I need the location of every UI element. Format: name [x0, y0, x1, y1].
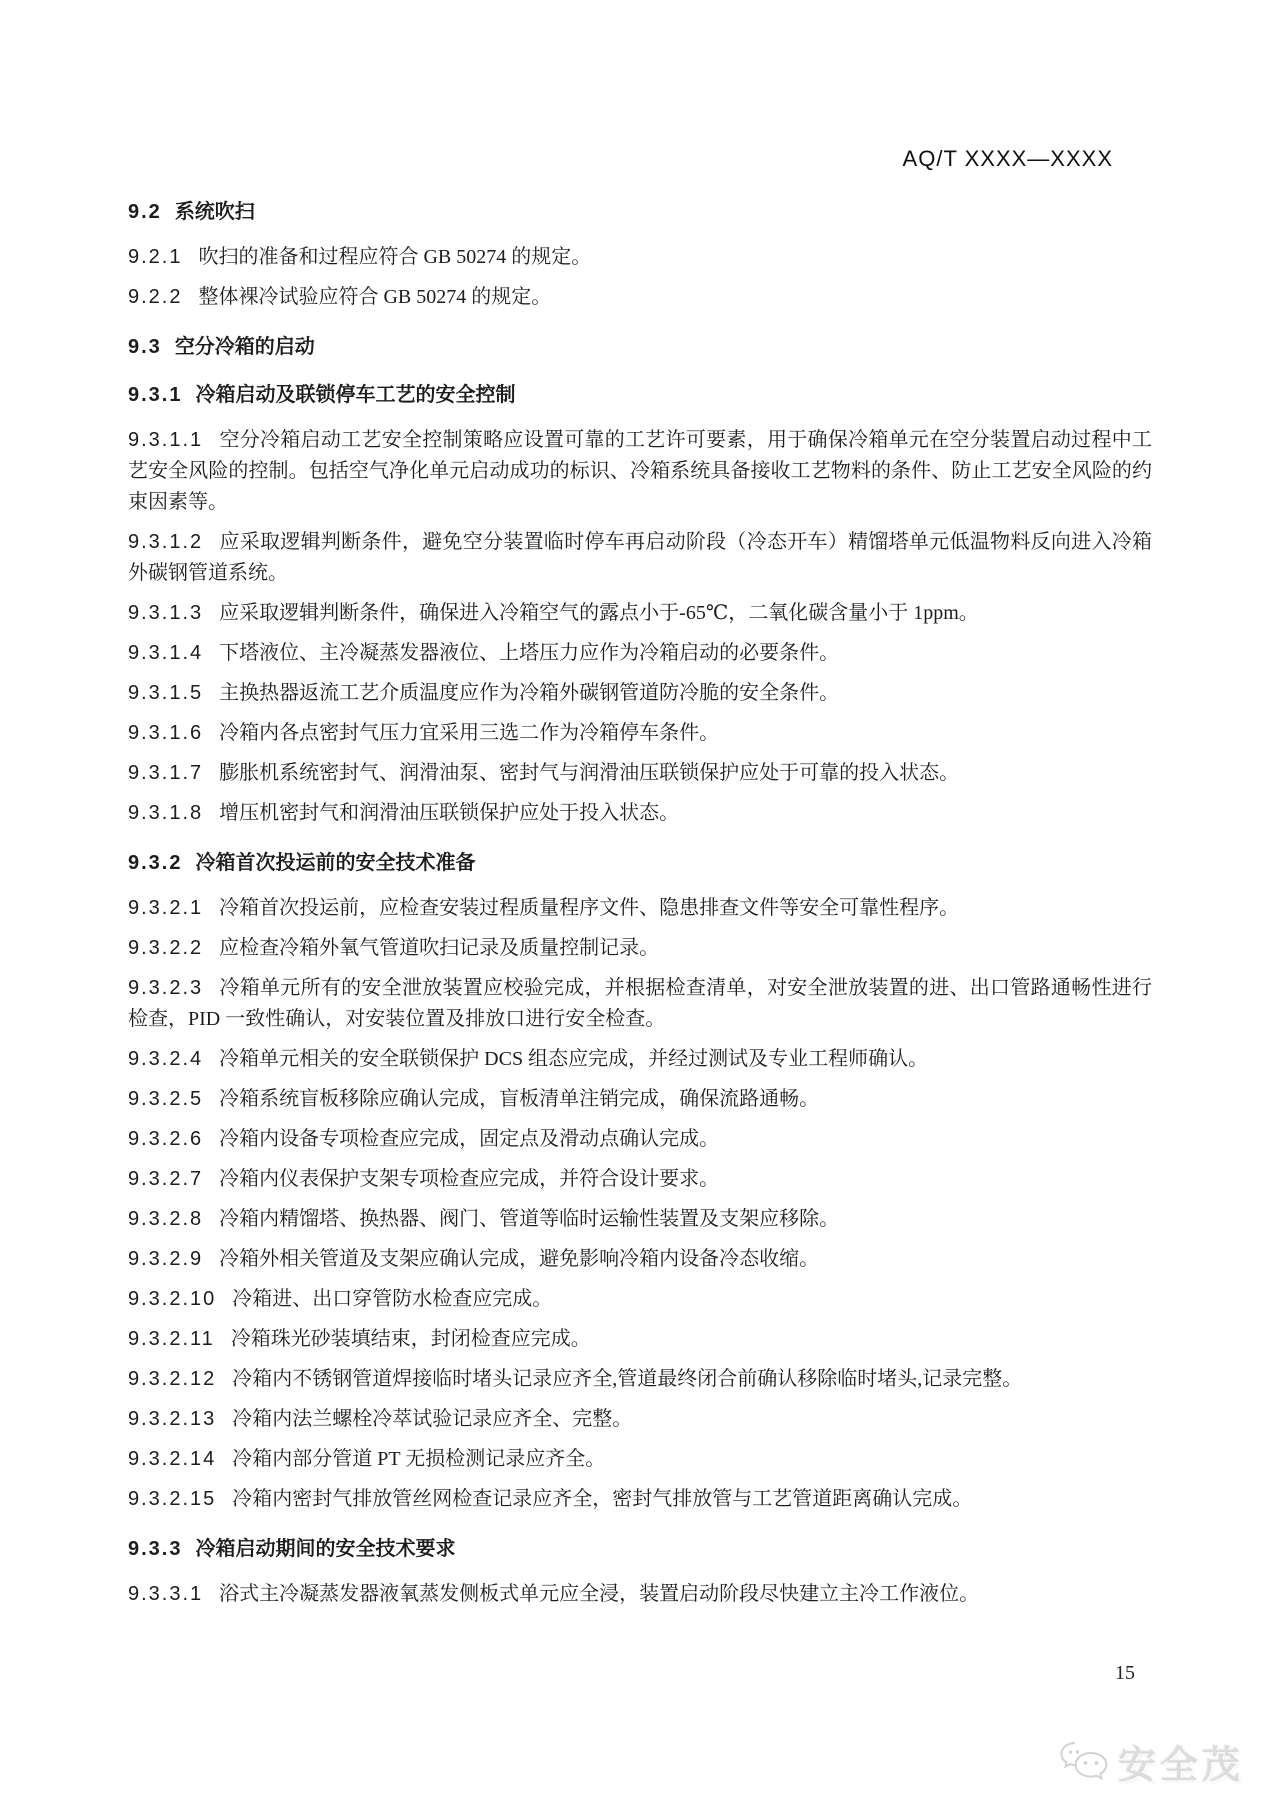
section-heading	[128, 381, 1152, 409]
clause-row	[128, 678, 1152, 709]
clause-row	[128, 1084, 1152, 1115]
clause-row	[128, 1579, 1152, 1610]
clause-row	[128, 1484, 1152, 1515]
clause-text: 空分冷箱的启动	[174, 336, 315, 358]
clause-text: 冷箱内法兰螺栓冷萃试验记录应齐全、完整。	[232, 1408, 633, 1430]
clause-number: 9.3.2.5	[128, 1088, 204, 1110]
clause-number: 9.3.2.11	[128, 1328, 215, 1350]
clause-row	[128, 1044, 1152, 1075]
clause-row	[128, 598, 1152, 629]
clause-row	[128, 1124, 1152, 1155]
clause-number: 9.3.2.7	[128, 1168, 204, 1190]
clause-text: 冷箱启动及联锁停车工艺的安全控制	[195, 384, 516, 406]
clause-row	[128, 1284, 1152, 1315]
clause-row	[128, 1204, 1152, 1235]
clause-row	[128, 893, 1152, 924]
clause-number: 9.3.1.8	[128, 802, 204, 824]
clause-number: 9.3.1.3	[128, 602, 204, 624]
clause-row	[128, 798, 1152, 829]
clause-number: 9.3.2.10	[128, 1288, 217, 1310]
page-number: 15	[1115, 1662, 1135, 1684]
clause-text: 冷箱进、出口穿管防水检查应完成。	[232, 1288, 553, 1310]
clause-number: 9.3.2.14	[128, 1448, 217, 1470]
clause-row	[128, 933, 1152, 964]
clause-number: 9.3.1.1	[128, 429, 204, 451]
clause-text: 下塔液位、主冷凝蒸发器液位、上塔压力应作为冷箱启动的必要条件。	[219, 642, 840, 664]
clause-text: 冷箱内精馏塔、换热器、阀门、管道等临时运输性装置及支架应移除。	[219, 1208, 840, 1230]
clause-number: 9.3.3	[128, 1538, 183, 1560]
clause-text: 冷箱内仪表保护支架专项检查应完成，并符合设计要求。	[219, 1168, 720, 1190]
watermark-brand-label: 安全茂	[1117, 1745, 1244, 1787]
clause-text: 增压机密封气和润滑油压联锁保护应处于投入状态。	[219, 802, 680, 824]
clause-text: 冷箱单元所有的安全泄放装置应校验完成，并根据检查清单，对安全泄放装置的进、出口管路通畅性进行检查，PID 一致性确认，对安装位置及排放口进行安全检查。	[128, 977, 1152, 1030]
clause-number: 9.2	[128, 201, 162, 223]
clause-text: 冷箱内密封气排放管丝网检查记录应齐全，密封气排放管与工艺管道距离确认完成。	[232, 1488, 973, 1510]
clause-row	[128, 1364, 1152, 1395]
clause-text: 冷箱内不锈钢管道焊接临时堵头记录应齐全,管道最终闭合前确认移除临时堵头,记录完整。	[232, 1368, 1023, 1390]
clause-number: 9.3.2.1	[128, 897, 204, 919]
clause-number: 9.3.2.8	[128, 1208, 204, 1230]
clause-text: 冷箱内部分管道 PT 无损检测记录应齐全。	[232, 1448, 606, 1470]
clause-text: 应采取逻辑判断条件，避免空分装置临时停车再启动阶段（冷态开车）精馏塔单元低温物料反向进入冷箱外碳钢管道系统。	[128, 531, 1152, 584]
clause-text: 整体裸冷试验应符合 GB 50274 的规定。	[198, 286, 552, 308]
watermark	[1058, 1734, 1244, 1789]
clause-text: 冷箱内各点密封气压力宜采用三选二作为冷箱停车条件。	[219, 722, 720, 744]
clause-row	[128, 973, 1152, 1035]
clause-number: 9.3.2.4	[128, 1048, 204, 1070]
clause-number: 9.3.3.1	[128, 1583, 204, 1605]
clause-number: 9.2.2	[128, 286, 183, 308]
clause-row	[128, 1404, 1152, 1435]
clause-number: 9.3.2.6	[128, 1128, 204, 1150]
clause-row	[128, 282, 1152, 313]
clause-text: 冷箱首次投运前的安全技术准备	[195, 852, 476, 874]
clause-row	[128, 638, 1152, 669]
clause-row	[128, 1244, 1152, 1275]
clause-number: 9.3.1.2	[128, 531, 204, 553]
clause-text: 冷箱单元相关的安全联锁保护 DCS 组态应完成，并经过测试及专业工程师确认。	[219, 1048, 929, 1070]
clause-row	[128, 758, 1152, 789]
clause-text: 主换热器返流工艺介质温度应作为冷箱外碳钢管道防冷脆的安全条件。	[219, 682, 840, 704]
clause-text: 冷箱启动期间的安全技术要求	[195, 1538, 456, 1560]
clause-row	[128, 1324, 1152, 1355]
clause-number: 9.3.2.3	[128, 977, 204, 999]
document-body	[128, 198, 1152, 1619]
clause-text: 冷箱外相关管道及支架应确认完成，避免影响冷箱内设备冷态收缩。	[219, 1248, 820, 1270]
clause-text: 应采取逻辑判断条件，确保进入冷箱空气的露点小于-65℃，二氧化碳含量小于 1ppm。	[219, 602, 979, 624]
clause-number: 9.3	[128, 336, 162, 358]
wechat-chat-bubbles-icon	[1058, 1739, 1110, 1785]
standard-code-header: AQ/T XXXX—XXXX	[902, 146, 1113, 171]
clause-row	[128, 425, 1152, 518]
clause-number: 9.2.1	[128, 246, 183, 268]
clause-number: 9.3.1	[128, 384, 183, 406]
clause-text: 膨胀机系统密封气、润滑油泵、密封气与润滑油压联锁保护应处于可靠的投入状态。	[219, 762, 960, 784]
clause-row	[128, 242, 1152, 273]
clause-row	[128, 1164, 1152, 1195]
clause-number: 9.3.2.9	[128, 1248, 204, 1270]
clause-number: 9.3.2.12	[128, 1368, 217, 1390]
clause-number: 9.3.1.5	[128, 682, 204, 704]
clause-text: 系统吹扫	[174, 201, 255, 223]
clause-text: 吹扫的准备和过程应符合 GB 50274 的规定。	[198, 246, 592, 268]
clause-number: 9.3.1.6	[128, 722, 204, 744]
clause-text: 冷箱内设备专项检查应完成，固定点及滑动点确认完成。	[219, 1128, 720, 1150]
clause-row	[128, 1444, 1152, 1475]
clause-number: 9.3.2.2	[128, 937, 204, 959]
clause-number: 9.3.2	[128, 852, 183, 874]
clause-text: 冷箱珠光砂装填结束，封闭检查应完成。	[230, 1328, 591, 1350]
section-heading	[128, 333, 1152, 361]
clause-text: 浴式主冷凝蒸发器液氧蒸发侧板式单元应全浸，装置启动阶段尽快建立主冷工作液位。	[219, 1583, 980, 1605]
clause-number: 9.3.1.4	[128, 642, 204, 664]
section-heading	[128, 198, 1152, 226]
section-heading	[128, 849, 1152, 877]
clause-number: 9.3.2.15	[128, 1488, 217, 1510]
clause-row	[128, 718, 1152, 749]
clause-number: 9.3.1.7	[128, 762, 204, 784]
clause-text: 应检查冷箱外氧气管道吹扫记录及质量控制记录。	[219, 937, 660, 959]
clause-row	[128, 527, 1152, 589]
clause-number: 9.3.2.13	[128, 1408, 217, 1430]
clause-text: 冷箱首次投运前，应检查安装过程质量程序文件、隐患排查文件等安全可靠性程序。	[219, 897, 960, 919]
clause-text: 空分冷箱启动工艺安全控制策略应设置可靠的工艺许可要素，用于确保冷箱单元在空分装置启动过程中工艺安全风险的控制。包括空气净化单元启动成功的标识、冷箱系统具备接收工艺物料的条件、防止工艺安全风险的约束因素等。	[128, 429, 1152, 513]
clause-text: 冷箱系统盲板移除应确认完成，盲板清单注销完成，确保流路通畅。	[219, 1088, 820, 1110]
section-heading	[128, 1535, 1152, 1563]
